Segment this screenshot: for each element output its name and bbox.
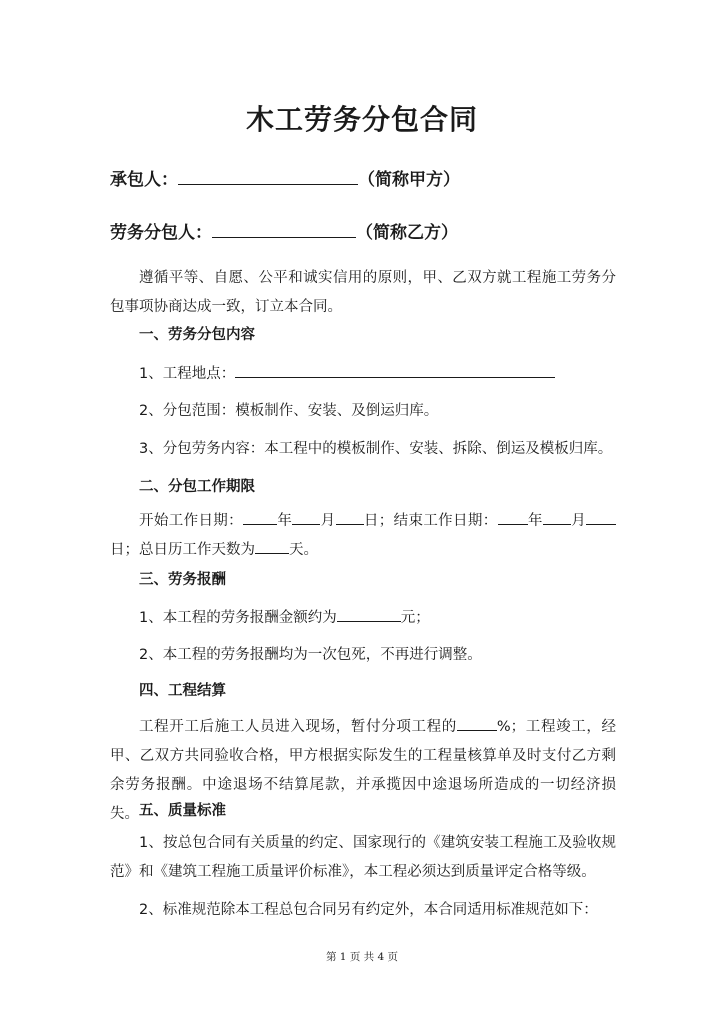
subcontractor-suffix: （简称乙方） [356,223,458,243]
section2-heading: 二、分包工作期限 [139,479,255,495]
end-day-unit: 日 [110,542,125,558]
work-location-line [139,363,555,384]
remuneration-label: 1、本工程的劳务报酬金额约为 [139,610,337,626]
quality-item2: 2、标准规范除本工程总包合同另有约定外，本合同适用标准规范如下： [139,902,598,918]
section5-heading: 五、质量标准 [139,803,226,819]
contractor-label: 承包人： [110,170,178,190]
total-days-blank[interactable] [255,539,289,554]
start-day-blank[interactable] [336,510,364,525]
work-location-label: 1、工程地点： [139,366,236,382]
total-days-label: ；总日历工作天数为 [124,542,255,558]
contractor-blank[interactable] [178,166,358,185]
remuneration-unit: 元； [400,610,430,626]
subcontractor-line [110,219,458,246]
page-title: 木工劳务分包合同 [245,103,478,136]
subcontractor-label: 劳务分包人： [110,223,212,243]
settlement-prefix: 工程开工后施工人员进入现场，暂付分项工程的 [139,719,457,735]
contractor-line [110,166,460,193]
section1-heading: 一、劳务分包内容 [139,327,255,343]
end-date-label: ；结束工作日期： [378,513,498,529]
start-month-blank[interactable] [292,510,320,525]
end-month-unit: 月 [570,513,587,529]
work-location-blank[interactable] [235,363,555,378]
subcontract-scope: 2、分包范围：模板制作、安装、及倒运归库。 [139,403,439,419]
section4-heading: 四、工程结算 [139,683,226,699]
start-month-unit: 月 [320,513,336,529]
end-day-blank[interactable] [586,510,616,525]
remuneration-fixed: 2、本工程的劳务报酬均为一次包死，不再进行调整。 [139,647,482,663]
end-year-unit: 年 [527,513,543,529]
end-year-blank[interactable] [498,510,528,525]
total-days-unit: 天。 [289,542,318,558]
start-year-blank[interactable] [243,510,277,525]
subcontractor-blank[interactable] [212,219,356,238]
start-day-unit: 日 [363,513,379,529]
quality-item1: 1、按总包合同有关质量的约定、国家现行的《建筑安装工程施工及验收规范》和《建筑工程施工质量评价标准》，本工程必须达到质量评定合格等级。 [110,835,616,880]
remuneration-blank[interactable] [337,607,401,622]
section3-heading: 三、劳务报酬 [139,572,226,588]
work-period-paragraph [110,507,616,565]
remuneration-amount-line [139,607,430,628]
end-month-blank[interactable] [543,510,571,525]
start-date-label: 开始工作日期： [139,513,244,529]
labor-content: 3、分包劳务内容：本工程中的模板制作、安装、拆除、倒运及模板归库。 [139,441,613,457]
advance-percent-blank[interactable] [457,716,497,731]
start-year-unit: 年 [277,513,293,529]
page-number: 第 1 页 共 4 页 [325,951,399,963]
intro-paragraph: 遵循平等、自愿、公平和诚实信用的原则，甲、乙双方就工程施工劳务分包事项协商达成一致，订立本合同。 [110,270,616,315]
contractor-suffix: （简称甲方） [358,170,460,190]
settlement-rest: %；工程竣工，经甲、乙双方共同验收合格，甲方根据实际发生的工程量核算单及时支付乙方剩余劳务报酬。中途退场不结算尾款，并承揽因中途退场所造成的一切经济损失。 [110,719,616,822]
